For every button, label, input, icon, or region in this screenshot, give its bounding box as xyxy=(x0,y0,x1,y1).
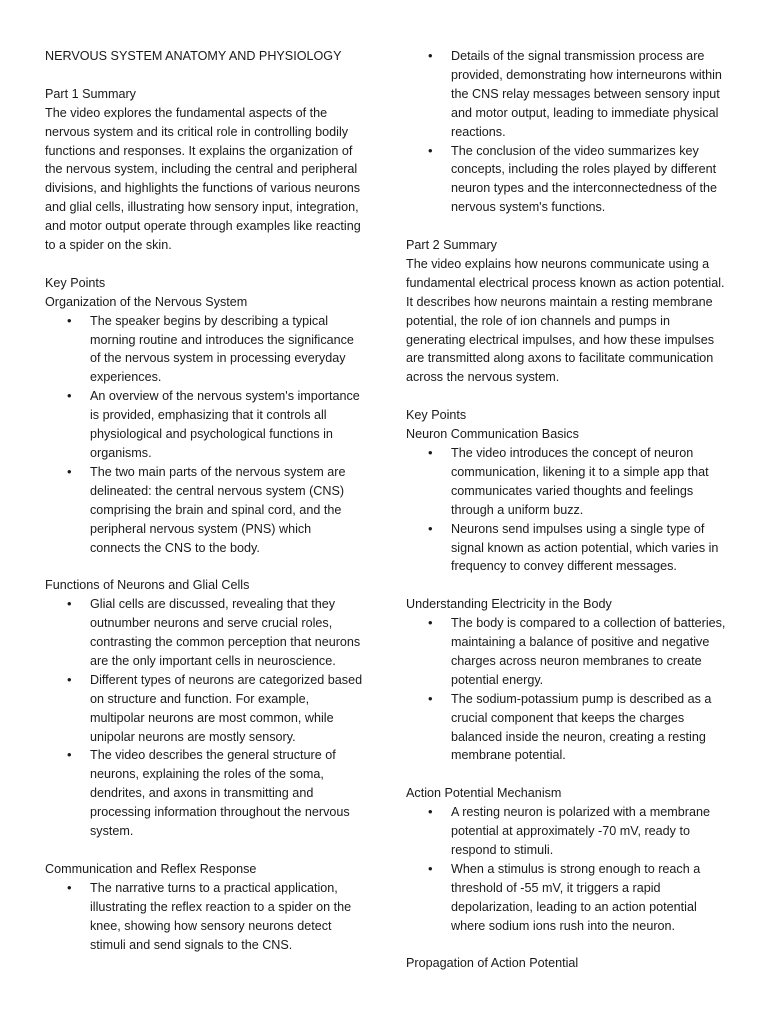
section-heading: Neuron Communication Basics xyxy=(406,427,579,442)
bullet-list xyxy=(406,614,728,765)
bullet-item: • The body is compared to a collection of batteries, maintaining a balance of positive and negative charges across neuron membranes to create potential energy. xyxy=(406,614,728,690)
bullet-item: • The speaker begins by describing a typical morning routine and introduces the significance of the nervous system in processing everyday experiences. xyxy=(45,312,365,388)
part2-summary: The video explains how neurons communicate using a fundamental electrical process known as action potential. It describes how neurons maintain a resting membrane potential, the role of ion channels and pumps in generating electrical impulses, and how these impulses are transmitted along axons to facilitate communication across the nervous system. xyxy=(406,256,725,385)
section-heading: Communication and Reflex Response xyxy=(45,861,257,876)
bullet-item: • The narrative turns to a practical application, illustrating the reflex reaction to a spider on the knee, showing how sensory neurons detect stimuli and send signals to the CNS. xyxy=(45,879,365,955)
bullet-list xyxy=(406,444,728,576)
bullet-item: • The two main parts of the nervous system are delineated: the central nervous system (CNS) comprising the brain and spinal cord, and the peripheral nervous system (PNS) which connects the CNS to the body. xyxy=(45,463,365,558)
bullet-item: • Details of the signal transmission process are provided, demonstrating how interneurons within the CNS relay messages between sensory input and motor output, leading to immediate physical reactions. xyxy=(406,47,728,142)
bullet-list xyxy=(45,879,365,955)
section-heading: Functions of Neurons and Glial Cells xyxy=(45,578,250,593)
bullet-item: • Glial cells are discussed, revealing that they outnumber neurons and serve crucial roles, contrasting the common perception that neurons are the only important cells in neuroscience. xyxy=(45,595,365,671)
section-heading: Organization of the Nervous System xyxy=(45,294,248,309)
right-column xyxy=(406,47,728,973)
bullet-item: • Neurons send impulses using a single type of signal known as action potential, which varies in frequency to convey different messages. xyxy=(406,520,728,577)
bullet-list xyxy=(406,803,728,935)
part2-key-points-label: Key Points xyxy=(406,408,467,423)
part1-heading: Part 1 Summary xyxy=(45,86,136,101)
section-heading: Propagation of Action Potential xyxy=(406,956,579,971)
bullet-item: • The sodium-potassium pump is described as a crucial component that keeps the charges balanced inside the neuron, creating a resting membrane potential. xyxy=(406,690,728,766)
bullet-item: • Different types of neurons are categorized based on structure and function. For example, multipolar neurons are most common, while unipolar neurons are mostly sensory. xyxy=(45,671,365,747)
bullet-list xyxy=(45,312,365,558)
section-heading: Action Potential Mechanism xyxy=(406,786,562,801)
bullet-item: • The video describes the general structure of neurons, explaining the roles of the soma, dendrites, and axons in transmitting and processing information throughout the nervous system. xyxy=(45,746,365,841)
part1-summary: The video explores the fundamental aspects of the nervous system and its critical role in controlling bodily functions and responses. It explains the organization of the nervous system, including the central and peripheral divisions, and highlights the functions of various neurons and glial cells, illustrating how sensory input, integration, and motor output operate through examples like reacting to a spider on the skin. xyxy=(45,105,361,253)
document-title: NERVOUS SYSTEM ANATOMY AND PHYSIOLOGY xyxy=(45,49,342,63)
bullet-item: • The video introduces the concept of neuron communication, likening it to a simple app that communicates varied thoughts and feelings through a uniform buzz. xyxy=(406,444,728,520)
section-heading: Understanding Electricity in the Body xyxy=(406,597,612,612)
bullet-item: • The conclusion of the video summarizes key concepts, including the roles played by different neuron types and the interconnectedness of the nervous system's functions. xyxy=(406,142,728,218)
bullet-item: • A resting neuron is polarized with a membrane potential at approximately -70 mV, ready to respond to stimuli. xyxy=(406,803,728,860)
bullet-item: • An overview of the nervous system's importance is provided, emphasizing that it controls all physiological and psychological functions in organisms. xyxy=(45,387,365,463)
bullet-list xyxy=(406,47,728,217)
part2-heading: Part 2 Summary xyxy=(406,238,497,253)
left-column xyxy=(45,47,365,973)
bullet-item: • When a stimulus is strong enough to reach a threshold of -55 mV, it triggers a rapid depolarization, leading to an action potential where sodium ions rush into the neuron. xyxy=(406,860,728,936)
part1-key-points-label: Key Points xyxy=(45,275,106,290)
bullet-list xyxy=(45,595,365,841)
